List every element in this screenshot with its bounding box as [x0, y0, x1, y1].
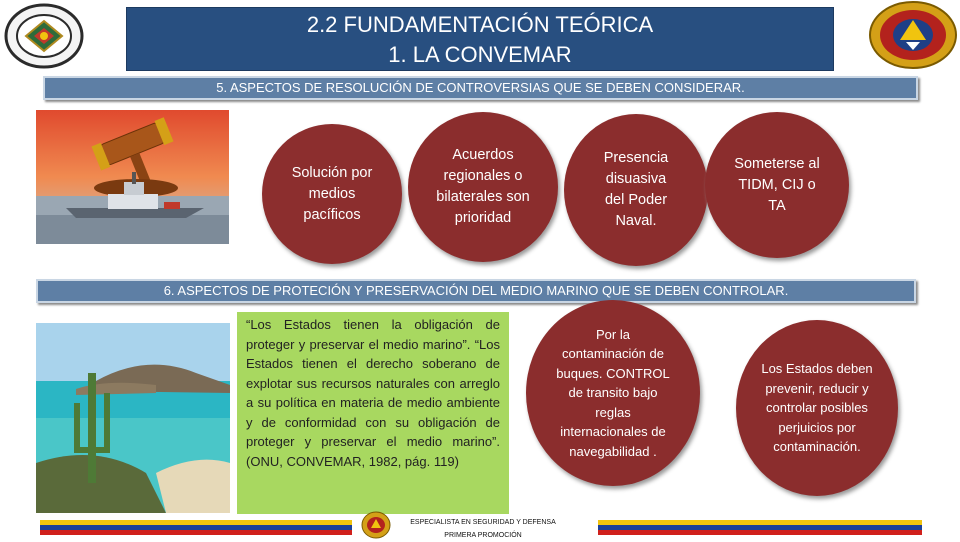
- circle-regional-agreements: [408, 112, 558, 262]
- convemar-quote: “Los Estados tienen la obligación de proteger y preservar el medio marino”. “Los Estados tienen el derecho soberano de explotar sus recursos naturales con arreglo a su política en materia de medio ambiente y de conformidad con su obligación de proteger y preservar el medio marino”. (ONU, CONVEMAR, 1982, pág. 119): [237, 312, 509, 514]
- circle-peaceful-means: [262, 124, 402, 264]
- circle-states-prevent: [736, 320, 898, 496]
- footer-line2: PRIMERA PROMOCIÓN: [444, 532, 522, 539]
- marine-coast-photo: [36, 323, 230, 513]
- flag-stripe-right: [598, 520, 922, 535]
- section6-banner: 6. ASPECTOS DE PROTECIÓN Y PRESERVACIÓN DEL MEDIO MARINO QUE SE DEBEN CONTROLAR.: [36, 279, 916, 303]
- circle-tribunals-text: Someterse al TIDM, CIJ o TA: [734, 155, 820, 214]
- circle-tribunals: [705, 112, 849, 258]
- school-seal-icon: [360, 510, 392, 540]
- armed-forces-logo: [4, 3, 84, 69]
- page-subtitle: 1. LA CONVEMAR: [388, 42, 572, 67]
- circle-ship-contamination: [526, 300, 700, 486]
- circle-naval-presence: [564, 114, 708, 266]
- flag-stripe-left: [40, 520, 352, 535]
- circle-ship-contamination-text: Por la contaminación de buques. CONTROL de transito bajo reglas internacionales de navegabilidad .: [556, 326, 670, 459]
- footer-line1: ESPECIALISTA EN SEGURIDAD Y DEFENSA: [410, 519, 556, 526]
- circle-peaceful-means-text: Solución por medios pacíficos: [291, 164, 373, 223]
- gavel-ship-photo: [36, 110, 229, 244]
- page-title: 2.2 FUNDAMENTACIÓN TEÓRICA: [306, 12, 654, 37]
- circle-regional-agreements-text: Acuerdos regionales o bilaterales son prioridad: [436, 147, 530, 226]
- circle-naval-presence-text: Presencia disuasiva del Poder Naval.: [603, 150, 669, 229]
- section5-banner: 5. ASPECTOS DE RESOLUCIÓN DE CONTROVERSIAS QUE SE DEBEN CONSIDERAR.: [43, 76, 918, 100]
- navy-emblem: [868, 0, 958, 70]
- footer-text: [398, 516, 568, 542]
- circle-states-prevent-text: Los Estados deben prevenir, reducir y controlar posibles perjuicios por contaminación.: [761, 361, 873, 455]
- title-box: [126, 7, 834, 71]
